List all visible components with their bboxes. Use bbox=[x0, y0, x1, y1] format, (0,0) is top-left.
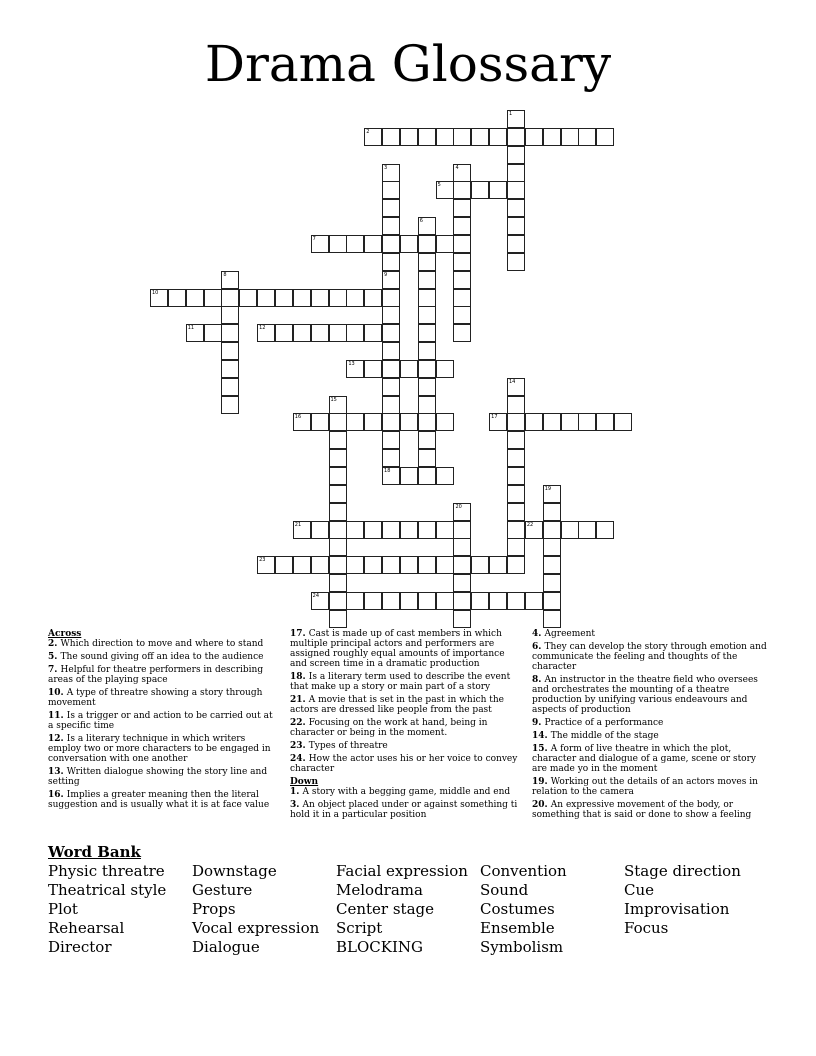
grid-cell[interactable] bbox=[221, 378, 239, 396]
grid-cell[interactable] bbox=[525, 413, 543, 431]
grid-cell[interactable] bbox=[382, 396, 400, 414]
grid-cell[interactable] bbox=[578, 413, 596, 431]
grid-cell[interactable] bbox=[507, 467, 525, 485]
grid-cell[interactable] bbox=[453, 538, 471, 556]
grid-cell[interactable] bbox=[489, 556, 507, 574]
grid-cell[interactable] bbox=[507, 485, 525, 503]
grid-cell[interactable] bbox=[418, 556, 436, 574]
grid-cell[interactable] bbox=[204, 289, 222, 307]
grid-cell[interactable] bbox=[382, 592, 400, 610]
grid-cell[interactable] bbox=[418, 360, 436, 378]
grid-cell[interactable] bbox=[329, 574, 347, 592]
clue-number: 9 bbox=[384, 271, 388, 278]
grid-cell[interactable] bbox=[561, 413, 579, 431]
clue-item: 23. Types of threatre bbox=[290, 741, 388, 751]
grid-cell[interactable] bbox=[525, 592, 543, 610]
grid-cell[interactable] bbox=[453, 324, 471, 342]
grid-cell[interactable] bbox=[453, 128, 471, 146]
word-bank-item: Costumes bbox=[480, 900, 555, 918]
grid-cell[interactable] bbox=[543, 538, 561, 556]
grid-cell[interactable] bbox=[346, 360, 364, 378]
clue-number: 20 bbox=[455, 503, 462, 510]
clue-number: 11 bbox=[187, 325, 195, 332]
grid-cell[interactable] bbox=[329, 467, 347, 485]
clue-number: 1 bbox=[509, 111, 513, 117]
grid-cell[interactable] bbox=[453, 503, 471, 521]
grid-cell[interactable] bbox=[346, 556, 364, 574]
grid-cell[interactable] bbox=[221, 289, 239, 307]
grid-cell[interactable] bbox=[453, 556, 471, 574]
grid-cell[interactable] bbox=[329, 521, 347, 539]
grid-cell[interactable] bbox=[329, 592, 347, 610]
grid-cell[interactable] bbox=[346, 413, 364, 431]
clue-item: 6. They can develop the story through emotion and communicate the feeling and thoughts of the character bbox=[532, 642, 767, 672]
grid-cell[interactable] bbox=[364, 360, 382, 378]
grid-cell[interactable] bbox=[543, 610, 561, 628]
grid-cell[interactable] bbox=[507, 164, 525, 182]
grid-cell[interactable] bbox=[400, 467, 418, 485]
clue-number: 24 bbox=[312, 592, 320, 599]
grid-cell[interactable] bbox=[329, 324, 347, 342]
clue-item: 8. An instructor in the theatre field who oversees and orchestrates the mounting of a theatre production by unifying various endeavours and aspects of production bbox=[532, 675, 758, 715]
grid-cell[interactable] bbox=[346, 289, 364, 307]
clue-number: 8 bbox=[223, 271, 227, 278]
clue-item: 21. A movie that is set in the past in which the actors are dressed like people from the past bbox=[290, 695, 505, 715]
grid-cell[interactable] bbox=[543, 556, 561, 574]
word-bank-item: Props bbox=[192, 900, 236, 918]
word-bank-column bbox=[192, 862, 319, 957]
grid-cell[interactable] bbox=[382, 253, 400, 271]
grid-cell[interactable] bbox=[311, 324, 329, 342]
grid-cell[interactable] bbox=[311, 556, 329, 574]
grid-cell[interactable] bbox=[507, 110, 525, 128]
clue-item: 18. Is a literary term used to describe the event that make up a story or main part of a story bbox=[290, 672, 511, 692]
grid-cell[interactable] bbox=[346, 324, 364, 342]
grid-cell[interactable] bbox=[543, 521, 561, 539]
grid-cell[interactable] bbox=[329, 538, 347, 556]
word-bank-item: Dialogue bbox=[192, 938, 260, 956]
clue-number: 5 bbox=[437, 182, 441, 189]
grid-cell[interactable] bbox=[453, 253, 471, 271]
grid-cell[interactable] bbox=[418, 413, 436, 431]
grid-cell[interactable] bbox=[382, 289, 400, 307]
grid-cell[interactable] bbox=[400, 413, 418, 431]
clue-number: 3 bbox=[384, 164, 388, 171]
grid-cell[interactable] bbox=[453, 271, 471, 289]
grid-cell[interactable] bbox=[489, 181, 507, 199]
grid-cell[interactable] bbox=[364, 592, 382, 610]
grid-cell[interactable] bbox=[471, 592, 489, 610]
clue-number: 17 bbox=[491, 414, 498, 421]
grid-cell[interactable] bbox=[418, 592, 436, 610]
across-header: Across bbox=[48, 629, 82, 639]
clue-item: 12. Is a literary technique in which writers employ two or more characters to be engaged in conversation with one another bbox=[48, 734, 271, 764]
word-bank-item: Sound bbox=[480, 881, 529, 899]
grid-cell[interactable] bbox=[418, 253, 436, 271]
grid-cell[interactable] bbox=[453, 164, 471, 182]
word-bank-item: Rehearsal bbox=[48, 919, 125, 937]
grid-cell[interactable] bbox=[507, 146, 525, 164]
clues-column-3 bbox=[532, 629, 768, 823]
clue-item: 14. The middle of the stage bbox=[532, 731, 659, 741]
grid-cell[interactable] bbox=[418, 271, 436, 289]
grid-cell[interactable] bbox=[329, 503, 347, 521]
grid-cell[interactable] bbox=[507, 592, 525, 610]
grid-cell[interactable] bbox=[382, 521, 400, 539]
grid-cell[interactable] bbox=[239, 289, 257, 307]
clue-number: 13 bbox=[348, 360, 355, 367]
grid-cell[interactable] bbox=[436, 521, 454, 539]
grid-cell[interactable] bbox=[471, 556, 489, 574]
grid-cell[interactable] bbox=[578, 128, 596, 146]
clue-item: 5. The sound giving off an idea to the audience bbox=[48, 652, 264, 662]
grid-cell[interactable] bbox=[453, 592, 471, 610]
grid-cell[interactable] bbox=[382, 413, 400, 431]
grid-cell[interactable] bbox=[507, 521, 525, 539]
grid-cell[interactable] bbox=[221, 360, 239, 378]
word-bank-item: Center stage bbox=[336, 900, 435, 918]
grid-cell[interactable] bbox=[543, 128, 561, 146]
grid-cell[interactable] bbox=[382, 467, 400, 485]
grid-cell[interactable] bbox=[400, 128, 418, 146]
clue-item: 13. Written dialogue showing the story line and setting bbox=[48, 767, 268, 787]
grid-cell[interactable] bbox=[453, 610, 471, 628]
grid-cell[interactable] bbox=[596, 128, 614, 146]
grid-cell[interactable] bbox=[221, 396, 239, 414]
grid-cell[interactable] bbox=[329, 485, 347, 503]
grid-cell[interactable] bbox=[471, 181, 489, 199]
word-bank-column bbox=[480, 862, 567, 957]
clue-item: 19. Working out the details of an actors moves in relation to the camera bbox=[532, 777, 758, 797]
clue-number: 7 bbox=[312, 235, 316, 242]
clue-item: 2. Which direction to move and where to stand bbox=[48, 639, 264, 649]
grid-cell[interactable] bbox=[382, 449, 400, 467]
down-header: Down bbox=[290, 777, 319, 787]
clue-item: 17. Cast is made up of cast members in which multiple principal actors and performers are assigned roughly equal amounts of importance and screen time in a dramatic production bbox=[290, 629, 505, 669]
clue-number: 22 bbox=[526, 521, 534, 528]
grid-cell[interactable] bbox=[489, 592, 507, 610]
grid-cell[interactable] bbox=[204, 324, 222, 342]
grid-cell[interactable] bbox=[453, 217, 471, 235]
grid-cell[interactable] bbox=[436, 556, 454, 574]
clue-item: 1. A story with a begging game, middle and end bbox=[290, 787, 511, 797]
clue-number: 14 bbox=[509, 378, 516, 385]
grid-cell[interactable] bbox=[311, 592, 329, 610]
clue-number: 15 bbox=[330, 396, 337, 403]
grid-cell[interactable] bbox=[311, 521, 329, 539]
word-bank-item: Vocal expression bbox=[192, 919, 320, 937]
grid-cell[interactable] bbox=[453, 181, 471, 199]
grid-cell[interactable] bbox=[364, 324, 382, 342]
grid-cell[interactable] bbox=[329, 556, 347, 574]
grid-cell[interactable] bbox=[186, 324, 204, 342]
word-bank-item: Stage direction bbox=[624, 862, 741, 880]
grid-cell[interactable] bbox=[364, 556, 382, 574]
grid-cell[interactable] bbox=[364, 521, 382, 539]
grid-cell[interactable] bbox=[293, 324, 311, 342]
clues-column-1 bbox=[48, 629, 278, 813]
grid-cell[interactable] bbox=[382, 128, 400, 146]
grid-cell[interactable] bbox=[400, 592, 418, 610]
grid-cell[interactable] bbox=[329, 289, 347, 307]
grid-cell[interactable] bbox=[382, 217, 400, 235]
grid-cell[interactable] bbox=[382, 360, 400, 378]
grid-cell[interactable] bbox=[561, 128, 579, 146]
grid-cell[interactable] bbox=[436, 467, 454, 485]
grid-cell[interactable] bbox=[453, 289, 471, 307]
grid-cell[interactable] bbox=[418, 342, 436, 360]
word-bank-column bbox=[624, 862, 741, 938]
grid-cell[interactable] bbox=[346, 521, 364, 539]
grid-cell[interactable] bbox=[436, 360, 454, 378]
grid-cell[interactable] bbox=[507, 431, 525, 449]
grid-cell[interactable] bbox=[221, 342, 239, 360]
grid-cell[interactable] bbox=[150, 289, 168, 307]
grid-cell[interactable] bbox=[418, 378, 436, 396]
grid-cell[interactable] bbox=[275, 324, 293, 342]
grid-cell[interactable] bbox=[257, 324, 275, 342]
clue-number: 19 bbox=[544, 485, 552, 492]
grid-cell[interactable] bbox=[382, 324, 400, 342]
grid-cell[interactable] bbox=[293, 556, 311, 574]
clue-item: 20. An expressive movement of the body, or something that is said or done to show a feeling bbox=[532, 800, 752, 820]
grid-cell[interactable] bbox=[507, 449, 525, 467]
clue-item: 15. A form of live theatre in which the plot, character and dialogue of a game, scene or story are made yo in the moment bbox=[532, 744, 756, 774]
grid-cell[interactable] bbox=[507, 217, 525, 235]
grid-cell[interactable] bbox=[346, 592, 364, 610]
clue-number: 21 bbox=[294, 521, 302, 528]
grid-cell[interactable] bbox=[543, 592, 561, 610]
clue-number: 18 bbox=[384, 468, 391, 474]
grid-cell[interactable] bbox=[186, 289, 204, 307]
grid-cell[interactable] bbox=[436, 413, 454, 431]
grid-cell[interactable] bbox=[418, 128, 436, 146]
grid-cell[interactable] bbox=[418, 289, 436, 307]
grid-cell[interactable] bbox=[275, 556, 293, 574]
grid-cell[interactable] bbox=[275, 289, 293, 307]
word-bank-item: Downstage bbox=[192, 862, 277, 880]
clue-number: 4 bbox=[455, 164, 459, 171]
grid-cell[interactable] bbox=[311, 289, 329, 307]
grid-cell[interactable] bbox=[614, 413, 632, 431]
grid-cell[interactable] bbox=[489, 128, 507, 146]
grid-cell[interactable] bbox=[453, 574, 471, 592]
grid-cell[interactable] bbox=[293, 289, 311, 307]
grid-cell[interactable] bbox=[382, 164, 400, 182]
grid-cell[interactable] bbox=[346, 235, 364, 253]
clue-item: 22. Focusing on the work at hand, being in character or being in the moment. bbox=[290, 718, 488, 738]
word-bank-item: Script bbox=[336, 919, 383, 937]
grid-cell[interactable] bbox=[543, 503, 561, 521]
grid-cell[interactable] bbox=[489, 413, 507, 431]
grid-cell[interactable] bbox=[453, 235, 471, 253]
grid-cell[interactable] bbox=[329, 610, 347, 628]
grid-cell[interactable] bbox=[364, 128, 382, 146]
grid-cell[interactable] bbox=[400, 360, 418, 378]
clue-item: 10. A type of threatre showing a story through movement bbox=[48, 688, 263, 708]
page-title: Drama Glossary bbox=[204, 35, 612, 93]
grid-cell[interactable] bbox=[418, 449, 436, 467]
grid-cell[interactable] bbox=[400, 556, 418, 574]
grid-cell[interactable] bbox=[382, 235, 400, 253]
word-bank-column bbox=[48, 862, 166, 957]
grid-cell[interactable] bbox=[364, 413, 382, 431]
grid-cell[interactable] bbox=[543, 574, 561, 592]
grid-cell[interactable] bbox=[257, 556, 275, 574]
grid-cell[interactable] bbox=[507, 235, 525, 253]
grid-cell[interactable] bbox=[221, 306, 239, 324]
word-bank-item: Melodrama bbox=[336, 881, 423, 899]
grid-cell[interactable] bbox=[311, 413, 329, 431]
grid-cell[interactable] bbox=[382, 306, 400, 324]
clue-number: 6 bbox=[419, 218, 423, 225]
grid-cell[interactable] bbox=[418, 431, 436, 449]
grid-cell[interactable] bbox=[418, 217, 436, 235]
grid-cell[interactable] bbox=[382, 556, 400, 574]
clue-number: 16 bbox=[294, 414, 302, 421]
grid-cell[interactable] bbox=[329, 235, 347, 253]
word-bank-item: Plot bbox=[48, 900, 78, 918]
clue-item: 3. An object placed under or against something ti hold it in a particular position bbox=[290, 800, 518, 820]
grid-cell[interactable] bbox=[293, 521, 311, 539]
grid-cell[interactable] bbox=[507, 538, 525, 556]
grid-cell[interactable] bbox=[507, 199, 525, 217]
grid-cell[interactable] bbox=[453, 199, 471, 217]
grid-cell[interactable] bbox=[578, 521, 596, 539]
grid-cell[interactable] bbox=[257, 289, 275, 307]
grid-cell[interactable] bbox=[168, 289, 186, 307]
grid-cell[interactable] bbox=[436, 181, 454, 199]
grid-cell[interactable] bbox=[525, 128, 543, 146]
grid-cell[interactable] bbox=[418, 235, 436, 253]
grid-cell[interactable] bbox=[543, 485, 561, 503]
clue-item: 11. Is a trigger or and action to be carried out at a specific time bbox=[48, 711, 273, 731]
word-bank-item: BLOCKING bbox=[336, 938, 423, 956]
grid-cell[interactable] bbox=[382, 378, 400, 396]
clue-number: 12 bbox=[259, 325, 266, 332]
grid-cell[interactable] bbox=[418, 306, 436, 324]
grid-cell[interactable] bbox=[418, 467, 436, 485]
word-bank-item: Gesture bbox=[192, 881, 253, 899]
word-bank-item: Physic threatre bbox=[48, 862, 165, 880]
grid-cell[interactable] bbox=[400, 235, 418, 253]
clue-number: 2 bbox=[366, 128, 370, 135]
grid-cell[interactable] bbox=[561, 521, 579, 539]
clue-item: 9. Practice of a performance bbox=[532, 718, 664, 728]
grid-cell[interactable] bbox=[471, 128, 489, 146]
grid-cell[interactable] bbox=[507, 181, 525, 199]
grid-cell[interactable] bbox=[507, 253, 525, 271]
grid-cell[interactable] bbox=[382, 431, 400, 449]
grid-cell[interactable] bbox=[382, 342, 400, 360]
word-bank-title: Word Bank bbox=[48, 843, 141, 861]
word-bank-item: Convention bbox=[480, 862, 567, 880]
grid-cell[interactable] bbox=[418, 396, 436, 414]
grid-cell[interactable] bbox=[525, 521, 543, 539]
word-bank-column bbox=[336, 862, 468, 957]
clue-item: 24. How the actor uses his or her voice to convey character bbox=[290, 754, 518, 774]
clues-column-2 bbox=[290, 629, 522, 823]
grid-cell[interactable] bbox=[507, 413, 525, 431]
grid-cell[interactable] bbox=[507, 378, 525, 396]
grid-cell[interactable] bbox=[382, 271, 400, 289]
word-bank-item: Facial expression bbox=[336, 862, 468, 880]
clue-number: 23 bbox=[259, 557, 266, 564]
grid-cell[interactable] bbox=[507, 128, 525, 146]
word-bank-item: Symbolism bbox=[480, 938, 564, 956]
word-bank-item: Cue bbox=[624, 881, 655, 899]
grid-cell[interactable] bbox=[507, 503, 525, 521]
word-bank-item: Focus bbox=[624, 919, 669, 937]
grid-cell[interactable] bbox=[596, 521, 614, 539]
grid-cell[interactable] bbox=[418, 324, 436, 342]
grid-cell[interactable] bbox=[453, 306, 471, 324]
grid-cell[interactable] bbox=[382, 199, 400, 217]
grid-cell[interactable] bbox=[453, 521, 471, 539]
word-bank-item: Improvisation bbox=[624, 900, 730, 918]
grid-cell[interactable] bbox=[596, 413, 614, 431]
clue-number: 10 bbox=[152, 289, 159, 296]
word-bank-item: Ensemble bbox=[480, 919, 555, 937]
word-bank-item: Theatrical style bbox=[48, 881, 167, 899]
grid-cell[interactable] bbox=[543, 413, 561, 431]
grid-cell[interactable] bbox=[418, 521, 436, 539]
grid-cell[interactable] bbox=[221, 324, 239, 342]
clue-item: 16. Implies a greater meaning then the literal suggestion and is usually what it is at face value bbox=[48, 790, 270, 810]
word-bank-item: Director bbox=[48, 938, 112, 956]
grid-cell[interactable] bbox=[436, 592, 454, 610]
grid-cell[interactable] bbox=[507, 396, 525, 414]
grid-cell[interactable] bbox=[221, 271, 239, 289]
grid-cell[interactable] bbox=[364, 235, 382, 253]
grid-cell[interactable] bbox=[400, 521, 418, 539]
grid-cell[interactable] bbox=[436, 128, 454, 146]
grid-cell[interactable] bbox=[293, 413, 311, 431]
grid-cell[interactable] bbox=[436, 235, 454, 253]
grid-cell[interactable] bbox=[382, 181, 400, 199]
grid-cell[interactable] bbox=[507, 556, 525, 574]
grid-cell[interactable] bbox=[311, 235, 329, 253]
grid-cell[interactable] bbox=[329, 413, 347, 431]
clue-item: 7. Helpful for theatre performers in describing areas of the playing space bbox=[48, 665, 264, 685]
grid-cell[interactable] bbox=[329, 431, 347, 449]
grid-cell[interactable] bbox=[329, 449, 347, 467]
clue-item: 4. Agreement bbox=[532, 629, 596, 639]
grid-cell[interactable] bbox=[329, 396, 347, 414]
grid-cell[interactable] bbox=[364, 289, 382, 307]
